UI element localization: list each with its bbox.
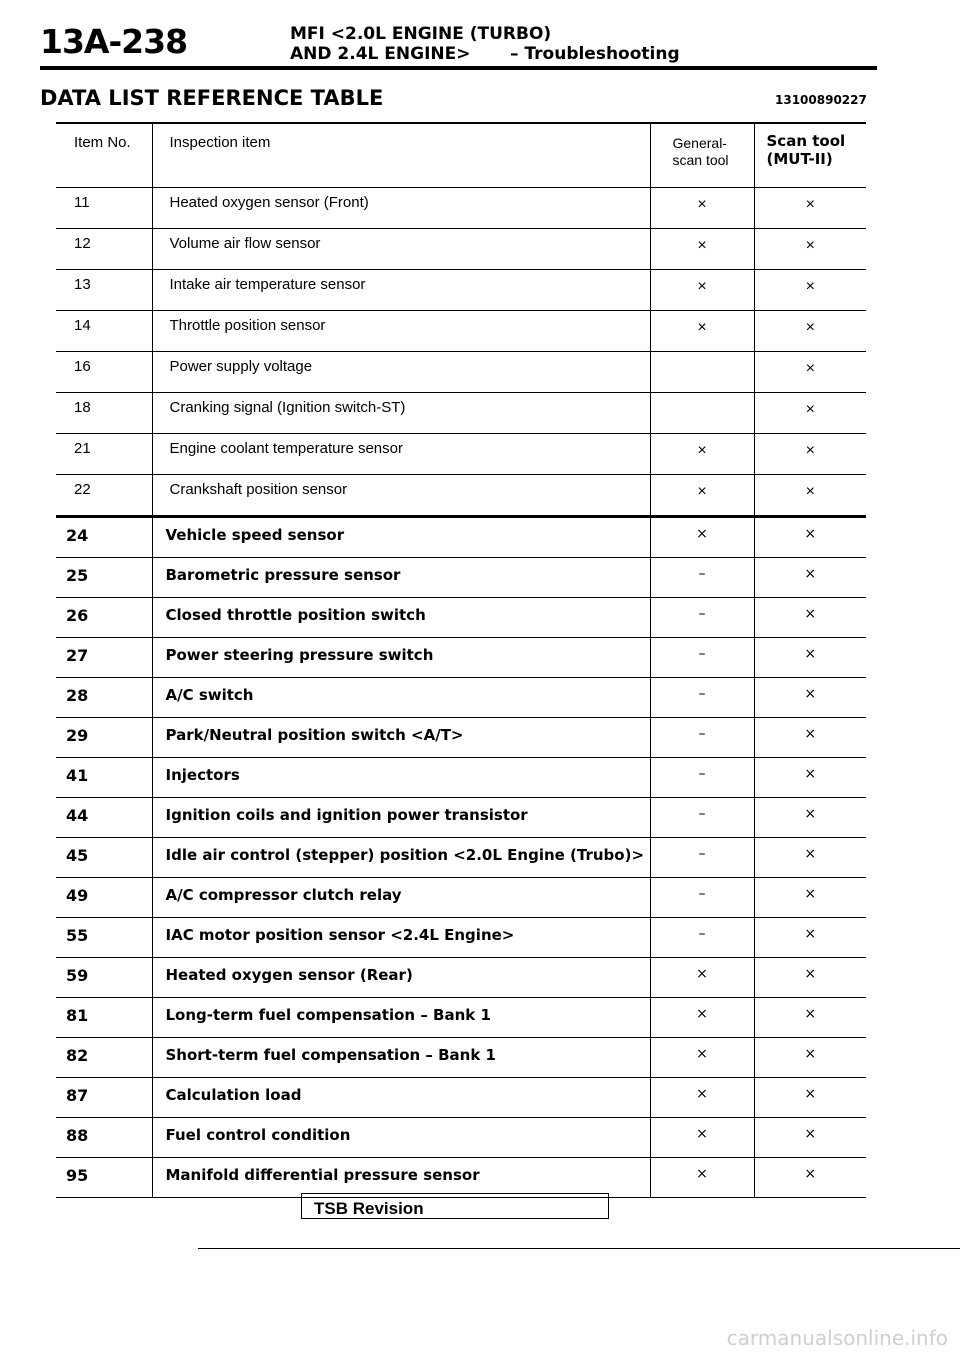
cell-inspection-item: Closed throttle position switch — [152, 598, 650, 638]
cell-general-scan-tool: × — [650, 270, 754, 311]
cell-general-scan-tool: × — [650, 188, 754, 229]
table-row — [56, 678, 866, 718]
cell-general-scan-tool: – — [650, 718, 754, 758]
cell-mut-scan-tool: × — [754, 878, 866, 918]
cell-mut-scan-tool: × — [754, 1038, 866, 1078]
cell-inspection-item: Idle air control (stepper) position <2.0L Engine (Trubo)> — [152, 838, 650, 878]
table-row — [56, 393, 866, 434]
cell-mut-scan-tool: × — [754, 718, 866, 758]
cell-item-no: 87 — [56, 1078, 152, 1118]
cell-general-scan-tool: – — [650, 918, 754, 958]
cell-item-no: 59 — [56, 958, 152, 998]
cell-inspection-item: Volume air flow sensor — [152, 229, 650, 270]
cell-inspection-item: Long-term fuel compensation – Bank 1 — [152, 998, 650, 1038]
cell-mut-scan-tool: × — [754, 1078, 866, 1118]
cell-inspection-item: Engine coolant temperature sensor — [152, 434, 650, 475]
cell-general-scan-tool — [650, 393, 754, 434]
cell-general-scan-tool: – — [650, 798, 754, 838]
cell-mut-scan-tool: × — [754, 188, 866, 229]
cell-item-no: 41 — [56, 758, 152, 798]
cell-inspection-item: Ignition coils and ignition power transistor — [152, 798, 650, 838]
cell-mut-scan-tool: × — [754, 352, 866, 393]
table-row — [56, 517, 866, 558]
cell-mut-scan-tool: × — [754, 229, 866, 270]
table-row — [56, 798, 866, 838]
cell-item-no: 82 — [56, 1038, 152, 1078]
table-row — [56, 878, 866, 918]
cell-general-scan-tool: × — [650, 434, 754, 475]
cell-general-scan-tool: × — [650, 1078, 754, 1118]
cell-general-scan-tool: – — [650, 678, 754, 718]
cell-inspection-item: Crankshaft position sensor — [152, 475, 650, 517]
cell-item-no: 49 — [56, 878, 152, 918]
cell-inspection-item: Park/Neutral position switch <A/T> — [152, 718, 650, 758]
table-row — [56, 1158, 866, 1198]
cell-item-no: 55 — [56, 918, 152, 958]
cell-inspection-item: Short-term fuel compensation – Bank 1 — [152, 1038, 650, 1078]
cell-mut-scan-tool: × — [754, 638, 866, 678]
table-row — [56, 311, 866, 352]
cell-item-no: 25 — [56, 558, 152, 598]
table-row — [56, 998, 866, 1038]
cell-general-scan-tool: × — [650, 958, 754, 998]
cell-inspection-item: IAC motor position sensor <2.4L Engine> — [152, 918, 650, 958]
cell-item-no: 11 — [56, 188, 152, 229]
cell-mut-scan-tool: × — [754, 838, 866, 878]
document-title: DATA LIST REFERENCE TABLE — [40, 86, 384, 110]
table-row — [56, 1038, 866, 1078]
cell-inspection-item: Heated oxygen sensor (Rear) — [152, 958, 650, 998]
cell-mut-scan-tool: × — [754, 517, 866, 558]
cell-general-scan-tool: × — [650, 311, 754, 352]
cell-inspection-item: A/C compressor clutch relay — [152, 878, 650, 918]
cell-general-scan-tool: – — [650, 558, 754, 598]
cell-inspection-item: Barometric pressure sensor — [152, 558, 650, 598]
cell-item-no: 21 — [56, 434, 152, 475]
cell-item-no: 88 — [56, 1118, 152, 1158]
header-item-no: Item No. — [56, 124, 152, 188]
cell-inspection-item: Fuel control condition — [152, 1118, 650, 1158]
cell-mut-scan-tool: × — [754, 475, 866, 517]
cell-general-scan-tool: × — [650, 475, 754, 517]
cell-mut-scan-tool: × — [754, 1158, 866, 1198]
cell-inspection-item: Power supply voltage — [152, 352, 650, 393]
cell-item-no: 13 — [56, 270, 152, 311]
cell-item-no: 16 — [56, 352, 152, 393]
cell-general-scan-tool: – — [650, 598, 754, 638]
cell-mut-scan-tool: × — [754, 918, 866, 958]
cell-mut-scan-tool: × — [754, 311, 866, 352]
table-row — [56, 838, 866, 878]
cell-general-scan-tool: × — [650, 1158, 754, 1198]
tsb-revision-box: TSB Revision — [301, 1193, 609, 1219]
table-row — [56, 918, 866, 958]
cell-item-no: 27 — [56, 638, 152, 678]
header-inspection-item: Inspection item — [152, 124, 650, 188]
cell-inspection-item: Calculation load — [152, 1078, 650, 1118]
cell-mut-scan-tool: × — [754, 958, 866, 998]
cell-item-no: 44 — [56, 798, 152, 838]
cell-general-scan-tool: – — [650, 838, 754, 878]
cell-item-no: 22 — [56, 475, 152, 517]
cell-item-no: 14 — [56, 311, 152, 352]
table-row — [56, 188, 866, 229]
cell-mut-scan-tool: × — [754, 270, 866, 311]
table-row — [56, 558, 866, 598]
table-row — [56, 598, 866, 638]
cell-mut-scan-tool: × — [754, 678, 866, 718]
table-row — [56, 1078, 866, 1118]
header-mut-scan-tool — [754, 124, 866, 188]
header-general-line2: scan tool — [672, 152, 729, 168]
header-divider — [40, 66, 877, 70]
cell-inspection-item: Vehicle speed sensor — [152, 517, 650, 558]
header-title-line1: MFI <2.0L ENGINE (TURBO) — [290, 24, 552, 44]
cell-mut-scan-tool: × — [754, 393, 866, 434]
table-row — [56, 229, 866, 270]
cell-inspection-item: Manifold differential pressure sensor — [152, 1158, 650, 1198]
cell-general-scan-tool — [650, 352, 754, 393]
header-title-line2: AND 2.4L ENGINE> — [290, 44, 471, 64]
table-row — [56, 638, 866, 678]
cell-inspection-item: Throttle position sensor — [152, 311, 650, 352]
cell-mut-scan-tool: × — [754, 998, 866, 1038]
cell-item-no: 29 — [56, 718, 152, 758]
cell-inspection-item: A/C switch — [152, 678, 650, 718]
table-row — [56, 958, 866, 998]
cell-general-scan-tool: – — [650, 878, 754, 918]
footer-divider — [198, 1248, 960, 1249]
cell-general-scan-tool: × — [650, 517, 754, 558]
cell-mut-scan-tool: × — [754, 1118, 866, 1158]
header-general-line1: General- — [672, 135, 727, 151]
cell-general-scan-tool: × — [650, 229, 754, 270]
header-mut-line1: Scan tool — [766, 132, 846, 150]
table-row — [56, 475, 866, 517]
cell-mut-scan-tool: × — [754, 558, 866, 598]
cell-inspection-item: Intake air temperature sensor — [152, 270, 650, 311]
header-general-scan-tool — [650, 124, 754, 188]
cell-item-no: 81 — [56, 998, 152, 1038]
cell-item-no: 18 — [56, 393, 152, 434]
table-header-row — [56, 124, 866, 188]
cell-general-scan-tool: – — [650, 638, 754, 678]
cell-item-no: 26 — [56, 598, 152, 638]
cell-item-no: 24 — [56, 517, 152, 558]
table-row — [56, 270, 866, 311]
cell-inspection-item: Injectors — [152, 758, 650, 798]
cell-general-scan-tool: × — [650, 998, 754, 1038]
watermark: carmanualsonline.info — [726, 1326, 948, 1350]
table-row — [56, 718, 866, 758]
cell-item-no: 95 — [56, 1158, 152, 1198]
table-row — [56, 434, 866, 475]
cell-mut-scan-tool: × — [754, 758, 866, 798]
table-row — [56, 1118, 866, 1158]
cell-inspection-item: Cranking signal (Ignition switch-ST) — [152, 393, 650, 434]
cell-mut-scan-tool: × — [754, 798, 866, 838]
cell-inspection-item: Heated oxygen sensor (Front) — [152, 188, 650, 229]
cell-item-no: 12 — [56, 229, 152, 270]
section-label: – Troubleshooting — [510, 44, 680, 64]
cell-general-scan-tool: – — [650, 758, 754, 798]
reference-code: 13100890227 — [775, 93, 867, 107]
cell-item-no: 28 — [56, 678, 152, 718]
cell-general-scan-tool: × — [650, 1118, 754, 1158]
table-row — [56, 352, 866, 393]
header-mut-line2: (MUT-II) — [766, 150, 833, 168]
cell-mut-scan-tool: × — [754, 598, 866, 638]
cell-item-no: 45 — [56, 838, 152, 878]
cell-mut-scan-tool: × — [754, 434, 866, 475]
page-number: 13A-238 — [40, 22, 188, 61]
cell-general-scan-tool: × — [650, 1038, 754, 1078]
table-row — [56, 758, 866, 798]
cell-inspection-item: Power steering pressure switch — [152, 638, 650, 678]
data-list-table — [56, 124, 866, 1198]
